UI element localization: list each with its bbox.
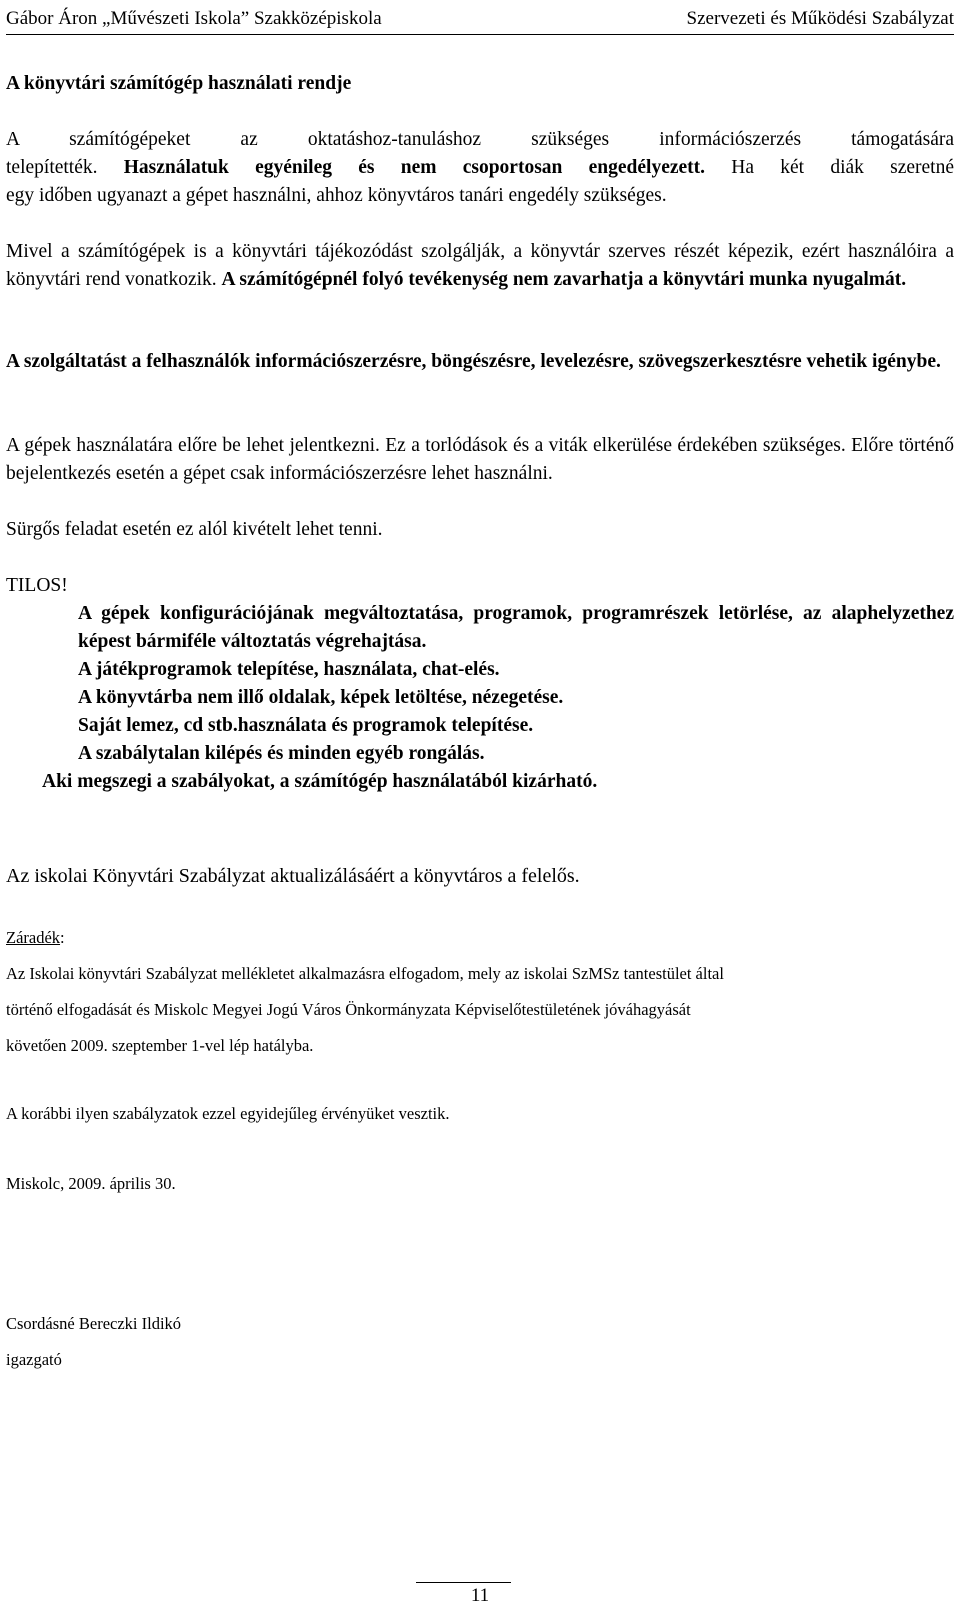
clause-label-colon: :: [60, 928, 65, 947]
clause-label: Záradék: [6, 928, 61, 947]
paragraph-library-rules: [6, 238, 954, 294]
responsibility-statement: Az iskolai Könyvtári Szabályzat aktualizálásáért a könyvtáros a felelős.: [6, 865, 580, 887]
section-title: A könyvtári számítógép használati rendje: [6, 73, 352, 94]
paragraph-booking: [6, 432, 954, 488]
footer-divider: [416, 1582, 511, 1583]
page-header: [6, 4, 954, 35]
bold-text-run: Használatuk egyénileg és nem csoportosan engedélyezett.: [123, 157, 706, 178]
clause-label-line: [6, 920, 954, 956]
paragraph-line: [6, 154, 954, 182]
paragraph-line: A számítógépeket az oktatáshoz-tanuláshoz szükséges információszerzés támogatására: [6, 129, 954, 150]
bold-text-run: A számítógépnél folyó tevékenység nem zavarhatja a könyvtári munka nyugalmát.: [221, 269, 907, 290]
header-document-title: Szervezeti és Működési Szabályzat: [686, 8, 954, 29]
validity-statement: A korábbi ilyen szabályzatok ezzel egyidejűleg érvényüket vesztik.: [6, 1104, 450, 1123]
prohibited-rule: A játékprogramok telepítése, használata, chat-elés.: [78, 659, 500, 680]
clause-line: követően 2009. szeptember 1-vel lép hatályba.: [6, 1036, 314, 1055]
page-number: 11: [470, 1585, 490, 1606]
paragraph-line: egy időben ugyanazt a gépet használni, ahhoz könyvtáros tanári engedély szükséges.: [6, 185, 667, 206]
paragraph-services: A szolgáltatást a felhasználók információszerzésre, böngészésre, levelezésre, szövegszerkesztésre vehetik igénybe.: [6, 351, 941, 372]
text-run: Ha két diák szeretné: [731, 157, 955, 178]
text-run: telepítették.: [6, 157, 98, 178]
clause-line: Az Iskolai könyvtári Szabályzat mellékletet alkalmazásra elfogadom, mely az iskolai SzMSz tantestület által: [6, 964, 724, 983]
text-run: A gépek használatára előre be lehet jelentkezni. Ez a torlódások és a viták elkerülése érdekében szükséges. Előre történő bejelentkezés esetén a gépet csak információszerzésre lehet használni.: [6, 435, 954, 484]
signatory-title: igazgató: [6, 1350, 62, 1369]
paragraph-installation: [6, 126, 954, 210]
place-and-date: Miskolc, 2009. április 30.: [6, 1174, 176, 1193]
header-school-name: Gábor Áron „Művészeti Iskola” Szakközépiskola: [6, 8, 382, 29]
prohibited-heading: TILOS!: [6, 575, 68, 596]
prohibited-rule: A gépek konfigurációjának megváltoztatása, programok, programrészek letörlése, az alaphelyzethez képest bármiféle változtatás végrehajtása.: [78, 603, 954, 652]
paragraph-exception: Sürgős feladat esetén ez alól kivételt lehet tenni.: [6, 519, 383, 540]
prohibited-consequence: Aki megszegi a szabályokat, a számítógép használatából kizárható.: [42, 771, 598, 792]
signatory-name: Csordásné Bereczki Ildikó: [6, 1314, 182, 1333]
prohibited-rule: A könyvtárba nem illő oldalak, képek letöltése, nézegetése.: [78, 687, 564, 708]
clause-line: történő elfogadását és Miskolc Megyei Jogú Város Önkormányzata Képviselőtestületének jóváhagyását: [6, 1000, 691, 1019]
text-run: Mivel a számítógépek is a könyvtári tájékozódást szolgálják, a könyvtár szerves részét képezik, ezért használóira a könyvtári rend vonatkozik.: [6, 241, 954, 290]
prohibited-rule: Saját lemez, cd stb.használata és programok telepítése.: [78, 715, 534, 736]
prohibited-rule: A szabálytalan kilépés és minden egyéb rongálás.: [78, 743, 485, 764]
